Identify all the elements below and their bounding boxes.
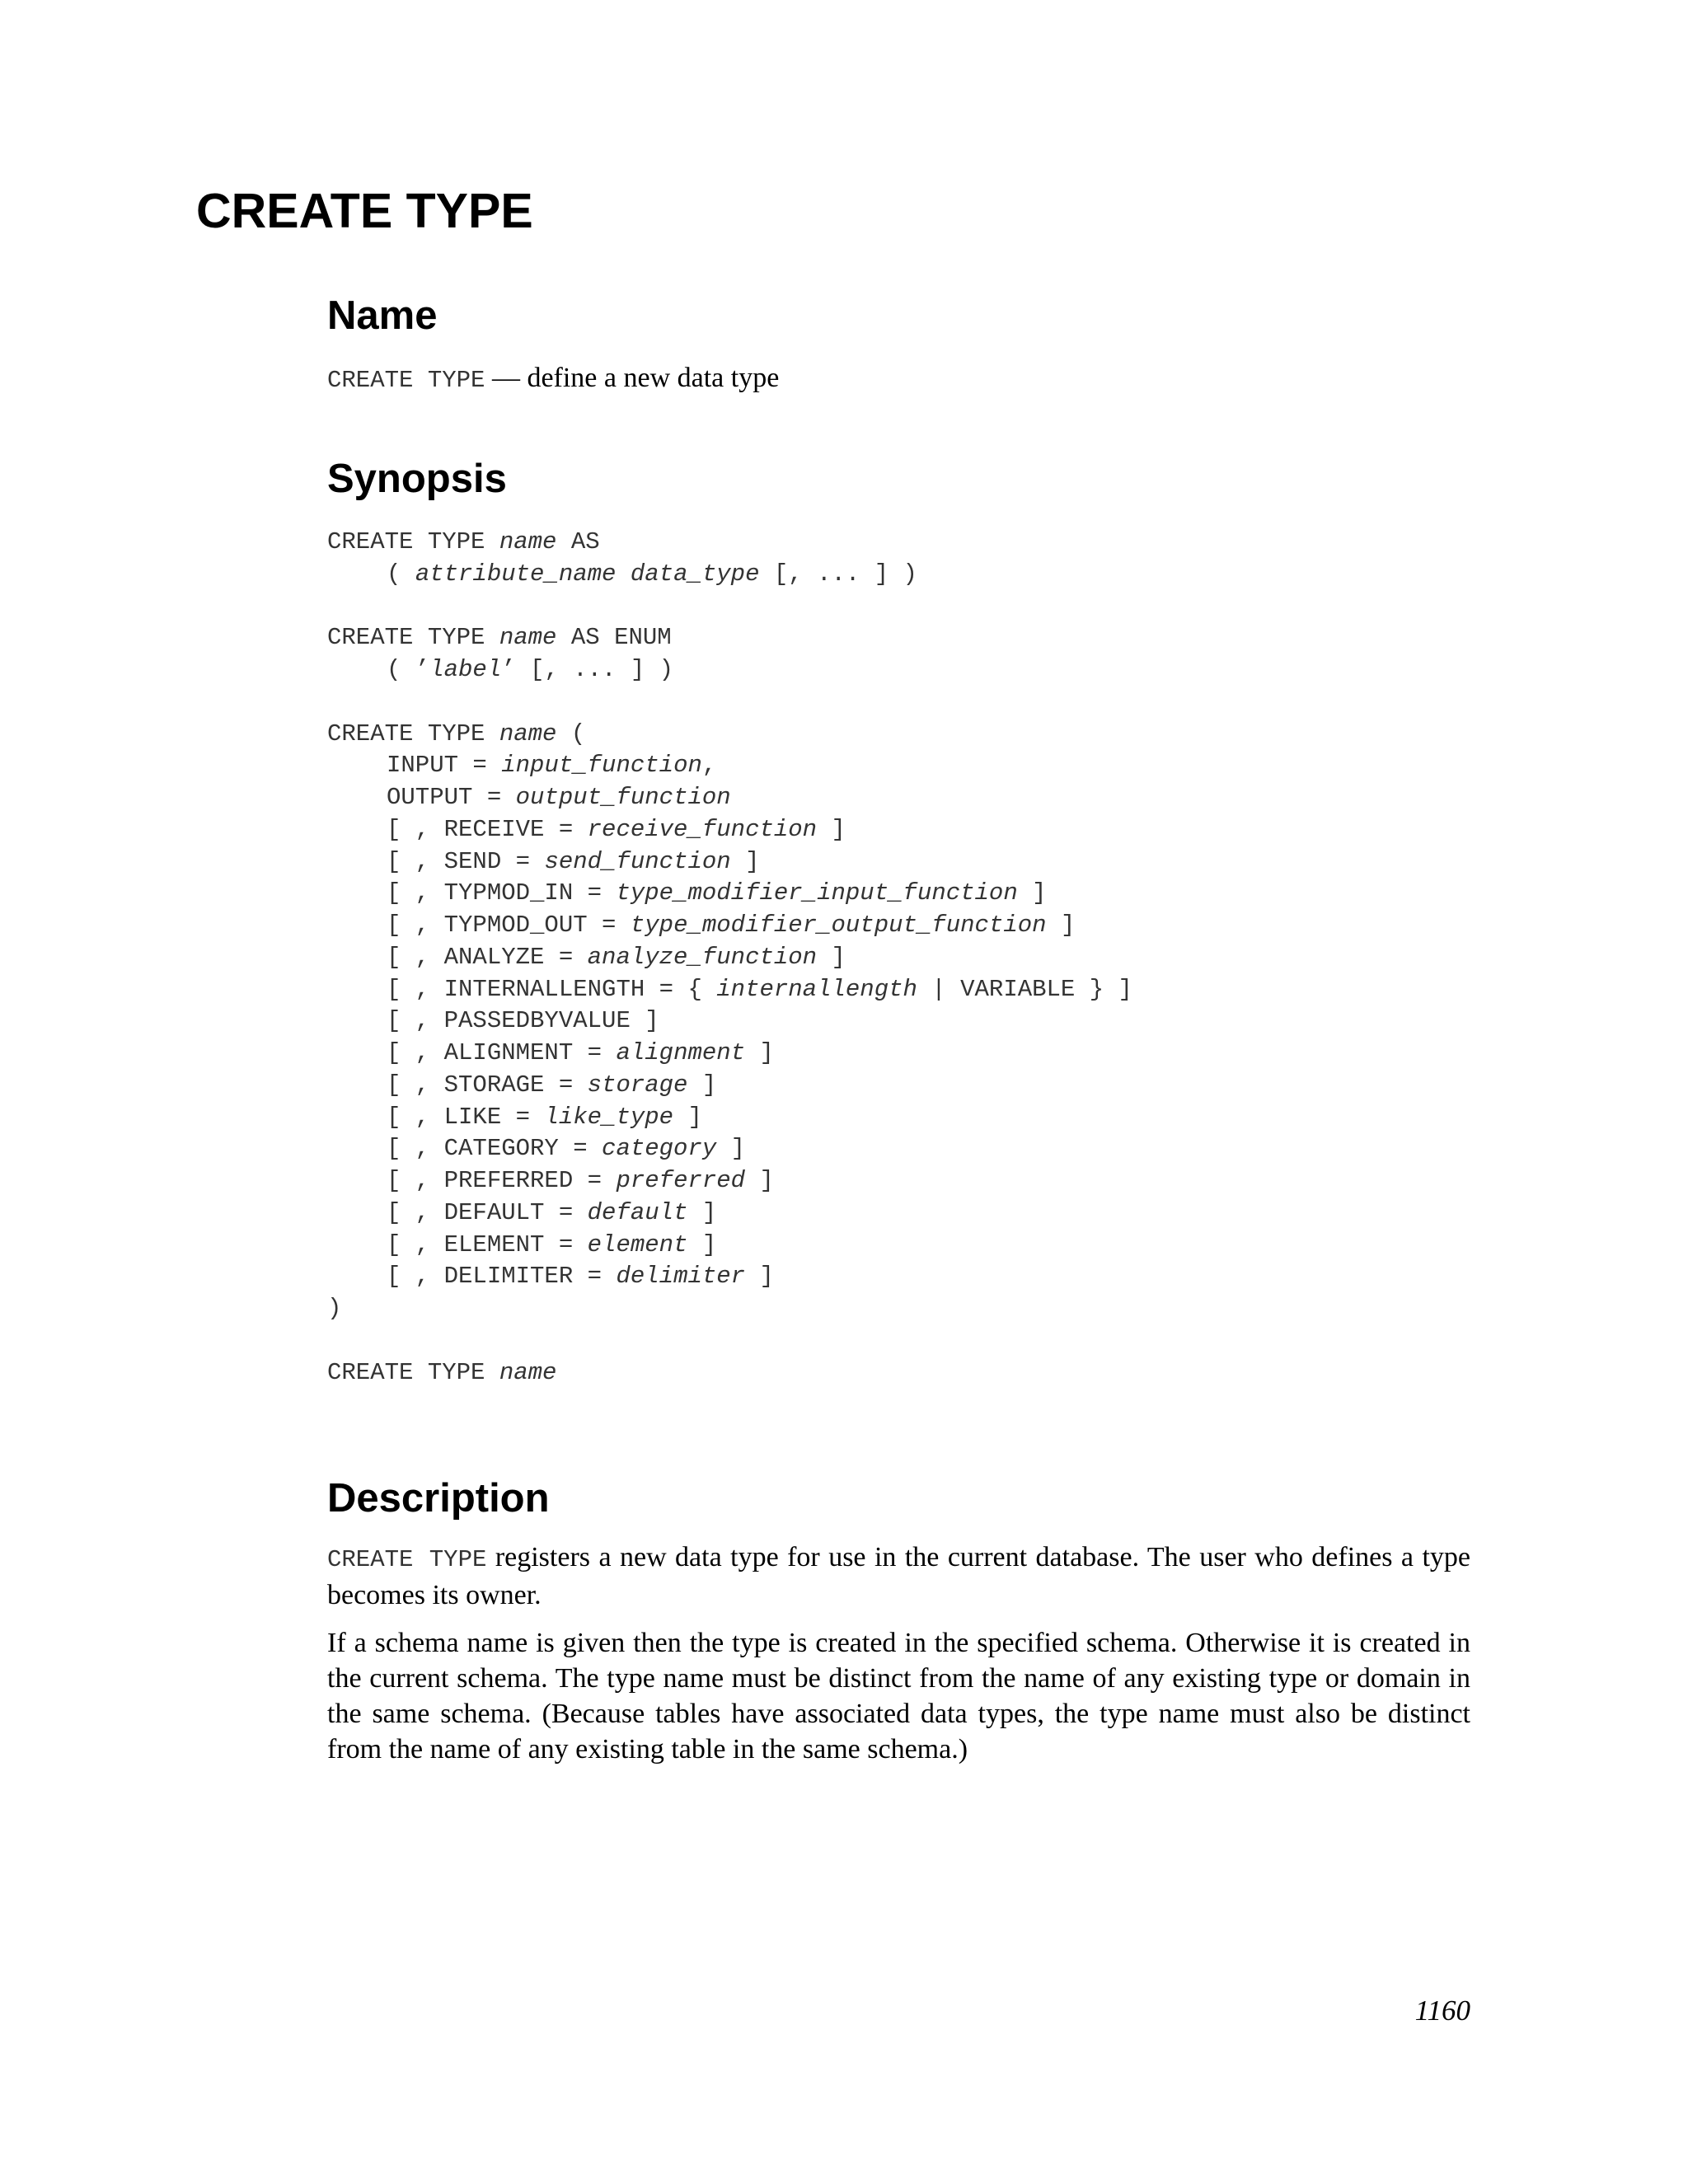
- synopsis-parameter: preferred: [616, 1167, 746, 1194]
- synopsis-line: [327, 1230, 1470, 1262]
- synopsis-keyword-text: ): [327, 1295, 342, 1322]
- synopsis-keyword-text: ]: [745, 1167, 774, 1194]
- synopsis-keyword-text: (: [387, 560, 415, 588]
- synopsis-keyword-text: [ , SEND =: [387, 847, 545, 875]
- description-command: CREATE TYPE: [327, 1546, 487, 1573]
- synopsis-keyword-text: [ , ALIGNMENT =: [387, 1039, 617, 1066]
- synopsis-line: [327, 1293, 1470, 1325]
- refname-purpose: define a new data type: [527, 363, 780, 393]
- synopsis-line: [327, 1133, 1470, 1165]
- synopsis-parameter: label: [429, 656, 502, 683]
- synopsis-line: [327, 1070, 1470, 1102]
- synopsis-parameter: storage: [587, 1071, 688, 1099]
- synopsis-parameter: name: [499, 528, 557, 555]
- synopsis-line: [327, 846, 1470, 879]
- synopsis-keyword-text: INPUT =: [387, 752, 502, 780]
- synopsis-line: [327, 750, 1470, 782]
- synopsis-keyword-text: [ , ELEMENT =: [387, 1230, 588, 1258]
- synopsis-line: [327, 814, 1470, 846]
- synopsis-blank-line: [327, 1325, 1470, 1357]
- synopsis-line: [327, 654, 1470, 687]
- synopsis-line: [327, 910, 1470, 942]
- synopsis-keyword-text: (: [556, 719, 586, 748]
- synopsis-heading: Synopsis: [327, 457, 507, 501]
- synopsis-keyword-text: [, ... ] ): [759, 560, 917, 588]
- page-number: 1160: [1414, 1994, 1470, 2027]
- synopsis-keyword-text: ’ [, ... ] ): [501, 656, 674, 683]
- synopsis-keyword-text: [616, 560, 630, 588]
- synopsis-keyword-text: ]: [817, 815, 846, 843]
- synopsis-keyword-text: ,: [701, 752, 717, 780]
- name-heading: Name: [327, 293, 438, 338]
- synopsis-keyword-text: AS: [556, 528, 600, 555]
- synopsis-parameter: delimiter: [616, 1263, 746, 1291]
- synopsis-parameter: default: [587, 1198, 688, 1226]
- synopsis-line: [327, 1261, 1470, 1293]
- synopsis-keyword-text: [ , INTERNALLENGTH = {: [387, 975, 717, 1003]
- synopsis-line: [327, 782, 1470, 814]
- synopsis-parameter: type_modifier_output_function: [630, 912, 1047, 939]
- synopsis-keyword-text: [ , TYPMOD_OUT =: [387, 912, 631, 939]
- synopsis-keyword-text: [ , CATEGORY =: [387, 1135, 603, 1163]
- synopsis-parameter: category: [602, 1135, 717, 1163]
- synopsis-parameter: element: [587, 1230, 688, 1258]
- synopsis-parameter: input_function: [501, 752, 702, 780]
- synopsis-keyword-text: [ , ANALYZE =: [387, 943, 588, 971]
- synopsis-keyword-text: CREATE TYPE: [327, 624, 499, 652]
- synopsis-line: [327, 1165, 1470, 1197]
- synopsis-parameter: name: [499, 719, 557, 748]
- synopsis-keyword-text: [ , PREFERRED =: [387, 1167, 617, 1194]
- synopsis-keyword-text: ]: [687, 1230, 717, 1258]
- page-title: CREATE TYPE: [196, 184, 533, 238]
- synopsis-keyword-text: OUTPUT =: [387, 784, 516, 811]
- synopsis-parameter: type_modifier_input_function: [616, 879, 1018, 907]
- synopsis-parameter: output_function: [515, 784, 731, 811]
- synopsis-keyword-text: ]: [745, 1039, 774, 1066]
- synopsis-keyword-text: ]: [673, 1103, 702, 1131]
- description-paragraph-2: If a schema name is given then the type is created in the specified schema. Otherwise it is created in the current schema. The type name must be distinct from the name of any existing type or domain in the same schema. (Because tables have associated data types, the type name must also be distinct from the name of any existing table in the same schema.): [327, 1628, 1470, 1765]
- description-section: [327, 1472, 1470, 1767]
- synopsis-keyword-text: [ , STORAGE =: [387, 1071, 588, 1099]
- synopsis-keyword-text: ]: [745, 1263, 774, 1291]
- refname-command: CREATE TYPE: [327, 367, 485, 394]
- synopsis-line: [327, 1038, 1470, 1070]
- name-section: [327, 289, 1470, 401]
- synopsis-parameter: attribute_name: [415, 560, 617, 588]
- synopsis-keyword-text: CREATE TYPE: [327, 719, 499, 748]
- synopsis-keyword-text: ]: [1046, 912, 1076, 939]
- synopsis-parameter: data_type: [630, 560, 760, 588]
- synopsis-keyword-text: ]: [687, 1198, 717, 1226]
- synopsis-blank-line: [327, 687, 1470, 719]
- synopsis-keyword-text: CREATE TYPE: [327, 1358, 499, 1386]
- synopsis-section: [327, 452, 1470, 1389]
- synopsis-parameter: analyze_function: [587, 943, 818, 971]
- synopsis-code-block: [327, 527, 1470, 1389]
- description-paragraph-1: [327, 1540, 1470, 1613]
- synopsis-keyword-text: [ , DEFAULT =: [387, 1198, 588, 1226]
- synopsis-blank-line: [327, 591, 1470, 623]
- synopsis-keyword-text: [ , DELIMITER =: [387, 1263, 617, 1291]
- synopsis-keyword-text: CREATE TYPE: [327, 528, 499, 555]
- synopsis-keyword-text: ]: [687, 1071, 717, 1099]
- synopsis-line: [327, 942, 1470, 974]
- synopsis-keyword-text: AS ENUM: [556, 624, 672, 652]
- synopsis-parameter: name: [499, 1358, 557, 1386]
- synopsis-line: [327, 878, 1470, 910]
- synopsis-keyword-text: ( ’: [387, 656, 430, 683]
- synopsis-keyword-text: [ , PASSEDBYVALUE ]: [387, 1007, 659, 1035]
- synopsis-line: [327, 622, 1470, 654]
- description-paragraph-1-text: registers a new data type for use in the current database. The user who defines a type becomes its owner.: [327, 1542, 1470, 1610]
- synopsis-parameter: alignment: [616, 1039, 746, 1066]
- synopsis-parameter: internallength: [716, 975, 917, 1003]
- synopsis-keyword-text: [ , TYPMOD_IN =: [387, 879, 617, 907]
- synopsis-keyword-text: | VARIABLE } ]: [917, 975, 1132, 1003]
- synopsis-line: [327, 527, 1470, 559]
- synopsis-line: [327, 1197, 1470, 1230]
- synopsis-line: [327, 719, 1470, 751]
- description-heading: Description: [327, 1476, 550, 1521]
- synopsis-line: [327, 1102, 1470, 1134]
- synopsis-keyword-text: ]: [730, 847, 760, 875]
- synopsis-keyword-text: [ , LIKE =: [387, 1103, 545, 1131]
- synopsis-parameter: name: [499, 624, 557, 652]
- synopsis-line: [327, 559, 1470, 591]
- synopsis-line: [327, 1357, 1470, 1390]
- synopsis-parameter: receive_function: [587, 815, 818, 843]
- synopsis-parameter: like_type: [544, 1103, 674, 1131]
- synopsis-line: [327, 974, 1470, 1006]
- synopsis-keyword-text: [ , RECEIVE =: [387, 815, 588, 843]
- synopsis-keyword-text: ]: [716, 1135, 746, 1163]
- refname-dash: —: [485, 363, 528, 393]
- synopsis-parameter: send_function: [544, 847, 731, 875]
- synopsis-keyword-text: ]: [1017, 879, 1047, 907]
- refname-line: [327, 360, 1470, 401]
- synopsis-line: [327, 1005, 1470, 1038]
- synopsis-keyword-text: ]: [817, 943, 846, 971]
